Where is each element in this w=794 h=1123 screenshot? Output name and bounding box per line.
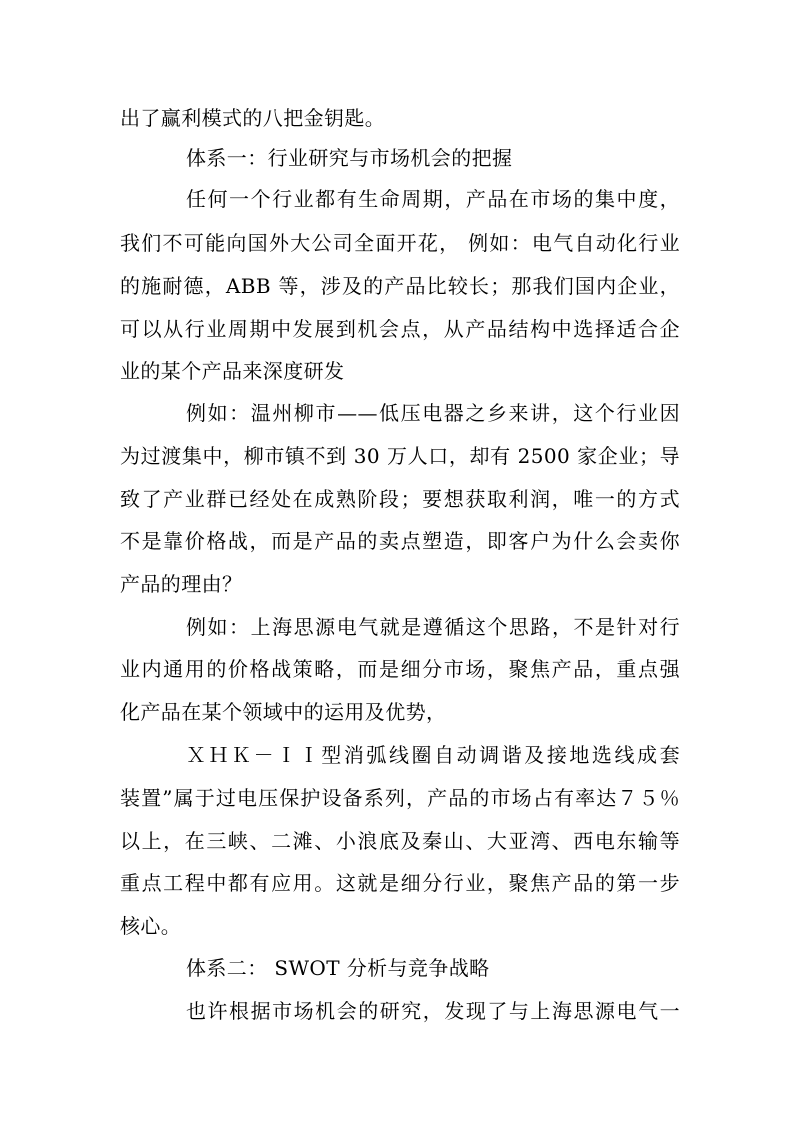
text-line: 我们不可能向国外大公司全面开花， 例如：电气自动化行业 xyxy=(120,231,680,255)
text-line: 的施耐德，ABB 等，涉及的产品比较长；那我们国内企业， xyxy=(120,274,680,298)
text-line: ＸＨＫ－ＩＩ型消弧线圈自动调谐及接地选线成套 xyxy=(186,743,680,767)
text-line: 可以从行业周期中发展到机会点，从产品结构中选择适合企 xyxy=(120,317,680,341)
text-line: 业内通用的价格战策略，而是细分市场，聚焦产品，重点强 xyxy=(120,657,680,681)
text-line: 例如：上海思源电气就是遵循这个思路，不是针对行 xyxy=(186,615,680,639)
text-line: 产品的理由？ xyxy=(120,572,243,596)
text-line: 例如：温州柳市——低压电器之乡来讲，这个行业因 xyxy=(186,401,680,425)
text-line: 为过渡集中，柳市镇不到 30 万人口，却有 2500 家企业；导 xyxy=(120,444,680,468)
text-line: 业的某个产品来深度研发 xyxy=(120,359,345,383)
text-line: 任何一个行业都有生命周期，产品在市场的集中度， xyxy=(186,187,680,211)
text-line: 不是靠价格战，而是产品的卖点塑造，即客户为什么会卖你 xyxy=(120,529,680,553)
text-line: 出了赢利模式的八把金钥匙。 xyxy=(120,106,386,130)
section-heading-1: 体系一：行业研究与市场机会的把握 xyxy=(186,146,513,170)
text-line: 装置”属于过电压保护设备系列，产品的市场占有率达７５％ xyxy=(120,786,680,810)
text-line: 核心。 xyxy=(120,914,182,938)
text-line: 化产品在某个领域中的运用及优势， xyxy=(120,700,447,724)
text-line: 重点工程中都有应用。这就是细分行业，聚焦产品的第一步 xyxy=(120,871,680,895)
text-line: 也许根据市场机会的研究，发现了与上海思源电气一 xyxy=(186,999,680,1023)
text-line: 以上，在三峡、二滩、小浪底及秦山、大亚湾、西电东输等 xyxy=(120,829,680,853)
section-heading-2: 体系二： SWOT 分析与竞争战略 xyxy=(186,956,490,980)
text-line: 致了产业群已经处在成熟阶段；要想获取利润，唯一的方式 xyxy=(120,487,680,511)
